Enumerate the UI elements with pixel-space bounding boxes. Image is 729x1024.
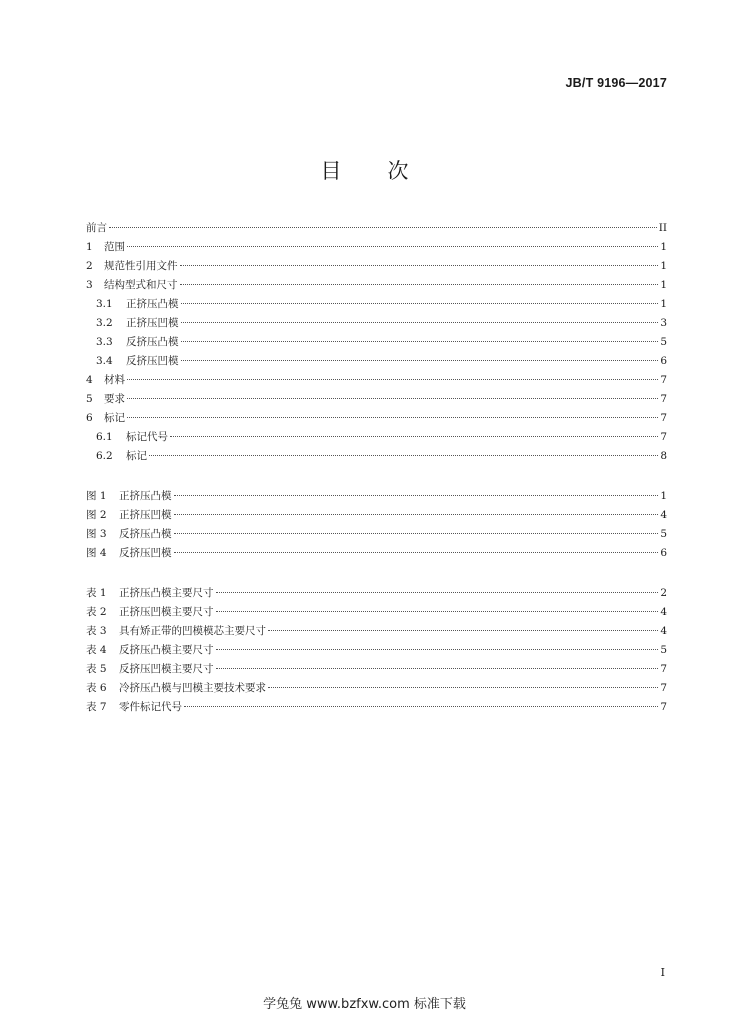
toc-entry-label: 标记代号 — [126, 431, 168, 443]
toc-entry-section-1[interactable] — [86, 238, 667, 257]
toc-leader-dots — [181, 302, 659, 304]
toc-entry-section-6-1[interactable] — [96, 428, 667, 447]
toc-entry-label: 正挤压凸模 — [126, 298, 179, 310]
page-number: I — [660, 966, 665, 979]
toc-entry-number: 6.1 — [96, 431, 113, 443]
toc-leader-dots — [216, 610, 659, 612]
toc-entry-label: 正挤压凹模主要尺寸 — [119, 606, 214, 618]
toc-entry-number: 2 — [86, 260, 93, 272]
toc-entry-section-2[interactable] — [86, 257, 667, 276]
toc-entry-number: 3.2 — [96, 317, 113, 329]
toc-entry-label: 零件标记代号 — [119, 701, 182, 713]
toc-leader-dots — [174, 494, 659, 496]
toc-entry-page: 7 — [660, 393, 667, 405]
toc-entry-page: 7 — [660, 374, 667, 386]
toc-entry-label: 结构型式和尺寸 — [104, 279, 178, 291]
toc-entry-page: 4 — [660, 509, 667, 521]
toc-entry-label: 反挤压凸模 — [126, 336, 179, 348]
toc-entry-number: 1 — [86, 241, 93, 253]
toc-entry-page: 5 — [660, 644, 667, 656]
toc-leader-dots — [216, 667, 659, 669]
toc-entry-page: 7 — [660, 663, 667, 675]
toc-entry-number: 表 6 — [86, 682, 107, 694]
toc-entry-number: 6 — [86, 412, 93, 424]
title-char-2: 次 — [387, 159, 409, 183]
toc-entry-number: 3.4 — [96, 355, 113, 367]
toc-entry-label: 反挤压凹模 — [119, 547, 172, 559]
page-title — [0, 155, 729, 185]
toc-leader-dots — [181, 321, 659, 323]
toc-entry-number: 3.3 — [96, 336, 113, 348]
toc-entry-label: 反挤压凸模 — [119, 528, 172, 540]
toc-entry-label: 材料 — [104, 374, 125, 386]
toc-entry-label: 具有矫正带的凹模模芯主要尺寸 — [119, 625, 266, 637]
toc-entry-page: 3 — [660, 317, 667, 329]
toc-entry-table-2[interactable] — [86, 603, 667, 622]
toc-entry-page: 7 — [660, 701, 667, 713]
toc-entry-page: 6 — [660, 355, 667, 367]
toc-leader-dots — [127, 397, 658, 399]
toc-entry-page: 4 — [660, 625, 667, 637]
toc-entry-page: 6 — [660, 547, 667, 559]
toc-leader-dots — [149, 454, 658, 456]
toc-entry-section-6[interactable] — [86, 409, 667, 428]
toc-entry-page: II — [658, 222, 667, 234]
toc-entry-page: 1 — [660, 241, 667, 253]
toc-entry-section-4[interactable] — [86, 371, 667, 390]
toc-entry-page: 1 — [660, 298, 667, 310]
toc-leader-dots — [180, 264, 659, 266]
toc-entry-label: 范围 — [104, 241, 125, 253]
toc-entry-label: 规范性引用文件 — [104, 260, 178, 272]
toc-entry-section-3-1[interactable] — [96, 295, 667, 314]
toc-entry-number: 6.2 — [96, 450, 113, 462]
toc-entry-number: 5 — [86, 393, 93, 405]
toc-leader-dots — [127, 245, 658, 247]
toc-entry-number: 图 2 — [86, 509, 107, 521]
toc-entry-number: 表 2 — [86, 606, 107, 618]
toc-leader-dots — [216, 591, 659, 593]
toc-entry-figure-4[interactable] — [86, 544, 667, 563]
toc-leader-dots — [174, 532, 659, 534]
toc-entry-page: 1 — [660, 260, 667, 272]
toc-entry-section-6-2[interactable] — [96, 447, 667, 466]
toc-entry-page: 1 — [660, 490, 667, 502]
toc-entry-number: 图 1 — [86, 490, 107, 502]
toc-leader-dots — [268, 629, 658, 631]
toc-entry-foreword[interactable] — [86, 219, 667, 238]
toc-entry-table-1[interactable] — [86, 584, 667, 603]
standard-number: JB/T 9196—2017 — [565, 76, 667, 90]
toc-entry-table-7[interactable] — [86, 698, 667, 717]
toc-entry-label: 标记 — [126, 450, 147, 462]
toc-entry-section-3-3[interactable] — [96, 333, 667, 352]
toc-entry-number: 表 3 — [86, 625, 107, 637]
toc-leader-dots — [174, 551, 659, 553]
toc-entry-table-5[interactable] — [86, 660, 667, 679]
title-char-1: 目 — [320, 159, 342, 183]
toc-entry-label: 标记 — [104, 412, 125, 424]
toc-leader-dots — [216, 648, 659, 650]
toc-entry-page: 7 — [660, 412, 667, 424]
toc-leader-dots — [184, 705, 658, 707]
toc-entry-table-6[interactable] — [86, 679, 667, 698]
toc-entry-page: 1 — [660, 279, 667, 291]
toc-entry-label: 正挤压凸模主要尺寸 — [119, 587, 214, 599]
toc-entry-section-5[interactable] — [86, 390, 667, 409]
toc-entry-number: 表 1 — [86, 587, 107, 599]
toc-leader-dots — [170, 435, 658, 437]
toc-entry-number: 图 3 — [86, 528, 107, 540]
toc-entry-number: 图 4 — [86, 547, 107, 559]
toc-entry-label: 反挤压凹模 — [126, 355, 179, 367]
toc-entry-number: 表 5 — [86, 663, 107, 675]
toc-entry-label: 正挤压凹模 — [119, 509, 172, 521]
toc-entry-page: 5 — [660, 528, 667, 540]
toc-entry-table-4[interactable] — [86, 641, 667, 660]
toc-entry-page: 7 — [660, 682, 667, 694]
toc-entry-page: 5 — [660, 336, 667, 348]
toc-entry-number: 表 7 — [86, 701, 107, 713]
toc-leader-dots — [127, 416, 658, 418]
toc-entry-figure-1[interactable] — [86, 487, 667, 506]
toc-leader-dots — [174, 513, 659, 515]
toc-leader-dots — [127, 378, 658, 380]
toc-entry-section-3-4[interactable] — [96, 352, 667, 371]
toc-entry-label: 反挤压凸模主要尺寸 — [119, 644, 214, 656]
toc-entry-label: 冷挤压凸模与凹模主要技术要求 — [119, 682, 266, 694]
toc-entry-label: 反挤压凹模主要尺寸 — [119, 663, 214, 675]
toc-leader-dots — [180, 283, 659, 285]
toc-entry-label: 前言 — [86, 222, 107, 234]
toc-leader-dots — [181, 340, 659, 342]
toc-leader-dots — [109, 226, 657, 228]
toc-entry-section-3[interactable] — [86, 276, 667, 295]
toc-entry-number: 3 — [86, 279, 93, 291]
toc-entry-number: 表 4 — [86, 644, 107, 656]
watermark-text: 学兔兔 www.bzfxw.com 标准下载 — [263, 997, 466, 1012]
toc-entry-label: 正挤压凹模 — [126, 317, 179, 329]
toc-entry-number: 3.1 — [96, 298, 113, 310]
toc-entry-figure-2[interactable] — [86, 506, 667, 525]
toc-entry-page: 8 — [660, 450, 667, 462]
toc-entry-page: 2 — [660, 587, 667, 599]
toc-entry-number: 4 — [86, 374, 93, 386]
toc-entry-section-3-2[interactable] — [96, 314, 667, 333]
toc-entry-label: 要求 — [104, 393, 125, 405]
toc-entry-page: 7 — [660, 431, 667, 443]
toc-entry-table-3[interactable] — [86, 622, 667, 641]
toc-leader-dots — [181, 359, 659, 361]
toc-entry-figure-3[interactable] — [86, 525, 667, 544]
toc-leader-dots — [268, 686, 658, 688]
toc-entry-label: 正挤压凸模 — [119, 490, 172, 502]
toc-entry-page: 4 — [660, 606, 667, 618]
